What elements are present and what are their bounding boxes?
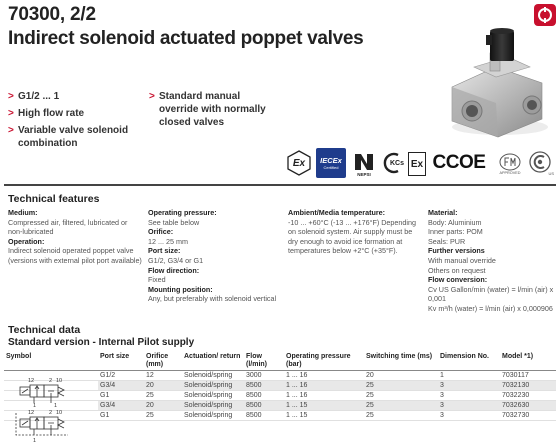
port-size-cell: G3/4 xyxy=(98,401,144,411)
column-header: Flow (l/min) xyxy=(244,352,284,371)
pressure-label: Operating pressure: xyxy=(148,208,217,217)
switching-time-cell: 25 xyxy=(364,391,438,401)
actuation-cell: Solenoid/spring xyxy=(182,381,244,391)
ex-box-icon xyxy=(408,152,426,176)
orifice-cell: 25 xyxy=(144,411,182,421)
orifice-cell: 20 xyxy=(144,381,182,391)
flow-conversion-label: Flow conversion: xyxy=(428,275,488,285)
temperature-value: -10 ... +60°C (-13 ... +176°F) Depending on solenoid system. Air supply must be dry enough to avoid ice formation at temperatures below +2°C (+35°F). xyxy=(288,217,417,256)
actuation-cell: Solenoid/spring xyxy=(182,411,244,421)
fm-approved-label: APPROVED xyxy=(499,171,521,175)
certification-logos xyxy=(284,146,556,184)
feature-bullets-left xyxy=(8,90,143,154)
ccoe-label: CCOE xyxy=(432,152,486,173)
pressure-value: See table below xyxy=(148,217,200,227)
fm-approved-icon xyxy=(496,149,524,179)
port-size-cell: G1/2 xyxy=(98,371,144,381)
medium-label: Medium: xyxy=(8,208,38,217)
dimension-cell: 1 xyxy=(438,371,500,381)
mounting-position-value: Any, but preferably with solenoid vertical xyxy=(148,294,277,304)
dimension-cell: 3 xyxy=(438,401,500,411)
features-column-4 xyxy=(428,208,556,314)
technical-features-heading: Technical features xyxy=(8,193,100,205)
port-size-value: G1/2, G3/4 or G1 xyxy=(148,255,204,265)
orifice-cell: 25 xyxy=(144,391,182,401)
model-cell: 7032130 xyxy=(500,381,556,391)
column-header: Symbol xyxy=(4,352,98,371)
switching-time-cell: 25 xyxy=(364,401,438,411)
operation-label: Operation: xyxy=(8,236,45,246)
csa-sub-label: US xyxy=(548,171,554,176)
ccoe-logo xyxy=(426,150,492,176)
port-size-cell: G1 xyxy=(98,411,144,421)
column-header: Orifice (mm) xyxy=(144,352,182,371)
symbol-port-label: 2 xyxy=(49,378,53,384)
flow-direction-label: Flow direction: xyxy=(148,265,200,275)
operation-note: (versions with external pilot port available) xyxy=(8,255,142,265)
product-code: 70300, 2/2 xyxy=(8,4,96,25)
iecex-label: IECEx xyxy=(320,156,342,165)
ex-hexagon-icon xyxy=(286,150,312,176)
flow-cell: 8500 xyxy=(244,381,284,391)
pressure-cell: 1 ... 16 xyxy=(284,391,364,401)
operation-value: Indirect solenoid operated poppet valve xyxy=(8,246,134,256)
symbol-port-label: 1 xyxy=(33,438,37,444)
column-header: Model *1) xyxy=(500,352,556,371)
port-size-label: Port size: xyxy=(148,246,181,256)
column-header: Switching time (ms) xyxy=(364,352,438,371)
pressure-cell: 1 ... 16 xyxy=(284,381,364,391)
flow-cell: 8500 xyxy=(244,401,284,411)
model-cell: 7032230 xyxy=(500,391,556,401)
nepsi-label: NEPSI xyxy=(357,171,371,177)
model-cell: 7032630 xyxy=(500,401,556,411)
actuation-cell: Solenoid/spring xyxy=(182,371,244,381)
symbol-port-label: 12 xyxy=(28,378,35,384)
features-column-2 xyxy=(148,208,283,304)
column-header: Operating pressure (bar) xyxy=(284,352,364,371)
pressure-cell: 1 ... 15 xyxy=(284,411,364,421)
technical-data-heading: Technical data xyxy=(8,324,81,336)
flow-conversion-2: Kv m³/h (water) = l/min (air) x 0,000906 xyxy=(428,303,553,313)
column-header: Actuation/ return xyxy=(182,352,244,371)
section-divider xyxy=(4,184,556,186)
bullet-item: > G1/2 ... 1 xyxy=(8,90,143,103)
pressure-cell: 1 ... 15 xyxy=(284,401,364,411)
symbol-port-label: 1 xyxy=(33,403,37,409)
brand-logo-icon xyxy=(534,4,556,26)
iecex-sub-label: Certified xyxy=(323,165,339,170)
valve-product-image xyxy=(438,27,553,142)
material-seals: Seals: PUR xyxy=(428,236,466,246)
orifice-label: Orifice: xyxy=(148,227,174,237)
flow-cell: 3000 xyxy=(244,371,284,381)
material-label: Material: xyxy=(428,208,458,217)
valve-schematic-symbols xyxy=(6,373,94,447)
dimension-cell: 3 xyxy=(438,411,500,421)
bullet-item: > Standard manual override with normally closed valves xyxy=(149,90,279,129)
orifice-value: 12 ... 25 mm xyxy=(148,236,188,246)
table-header-row xyxy=(4,352,556,371)
medium-value: Compressed air, filtered, lubricated or non-lubricated xyxy=(8,217,128,237)
model-cell: 7030117 xyxy=(500,371,556,381)
switching-time-cell: 20 xyxy=(364,371,438,381)
orifice-cell: 12 xyxy=(144,371,182,381)
flow-conversion-1: Cv US Gallon/min (water) = l/min (air) x 0,001 xyxy=(428,284,554,304)
ex-hexagon-label: Ex xyxy=(292,157,306,169)
further-versions-label: Further versions xyxy=(428,246,485,256)
flow-cell: 8500 xyxy=(244,411,284,421)
dimension-cell: 3 xyxy=(438,391,500,401)
material-body: Body: Aluminium xyxy=(428,217,482,227)
actuation-cell: Solenoid/spring xyxy=(182,391,244,401)
temperature-label: Ambient/Media temperature: xyxy=(288,208,386,217)
iecex-icon xyxy=(316,148,346,178)
feature-bullets-right xyxy=(149,90,279,133)
bullet-item: > Variable valve solenoid combination xyxy=(8,124,143,150)
nepsi-icon xyxy=(350,149,378,179)
bullet-item: > High flow rate xyxy=(8,107,143,120)
features-column-3 xyxy=(288,208,423,256)
symbol-port-label: 1 xyxy=(54,403,58,409)
further-version-2: Others on request xyxy=(428,265,486,275)
column-header: Dimension No. xyxy=(438,352,500,371)
features-column-1 xyxy=(8,208,143,266)
orifice-cell: 20 xyxy=(144,401,182,411)
ex-box-label: Ex xyxy=(410,158,424,170)
symbol-port-label: 10 xyxy=(56,410,63,416)
switching-time-cell: 25 xyxy=(364,381,438,391)
page-title: Indirect solenoid actuated poppet valves xyxy=(8,28,364,49)
switching-time-cell: 25 xyxy=(364,411,438,421)
port-size-cell: G1 xyxy=(98,391,144,401)
flow-cell: 8500 xyxy=(244,391,284,401)
port-size-cell: G3/4 xyxy=(98,381,144,391)
symbol-port-label: 12 xyxy=(28,410,35,416)
dimension-cell: 3 xyxy=(438,381,500,391)
kcs-label: KCs xyxy=(389,159,404,167)
pressure-cell: 1 ... 16 xyxy=(284,371,364,381)
flow-direction-value: Fixed xyxy=(148,275,166,285)
symbol-port-label: 10 xyxy=(56,378,63,384)
model-cell: 7032730 xyxy=(500,411,556,421)
technical-data-subheading: Standard version - Internal Pilot supply xyxy=(8,337,195,348)
mounting-position-label: Mounting position: xyxy=(148,284,213,294)
kcs-icon xyxy=(380,150,408,176)
csa-icon xyxy=(528,150,554,176)
symbol-port-label: 2 xyxy=(49,410,53,416)
actuation-cell: Solenoid/spring xyxy=(182,401,244,411)
material-inner: Inner parts: POM xyxy=(428,227,483,237)
column-header: Port size xyxy=(98,352,144,371)
further-version-1: With manual override xyxy=(428,255,496,265)
